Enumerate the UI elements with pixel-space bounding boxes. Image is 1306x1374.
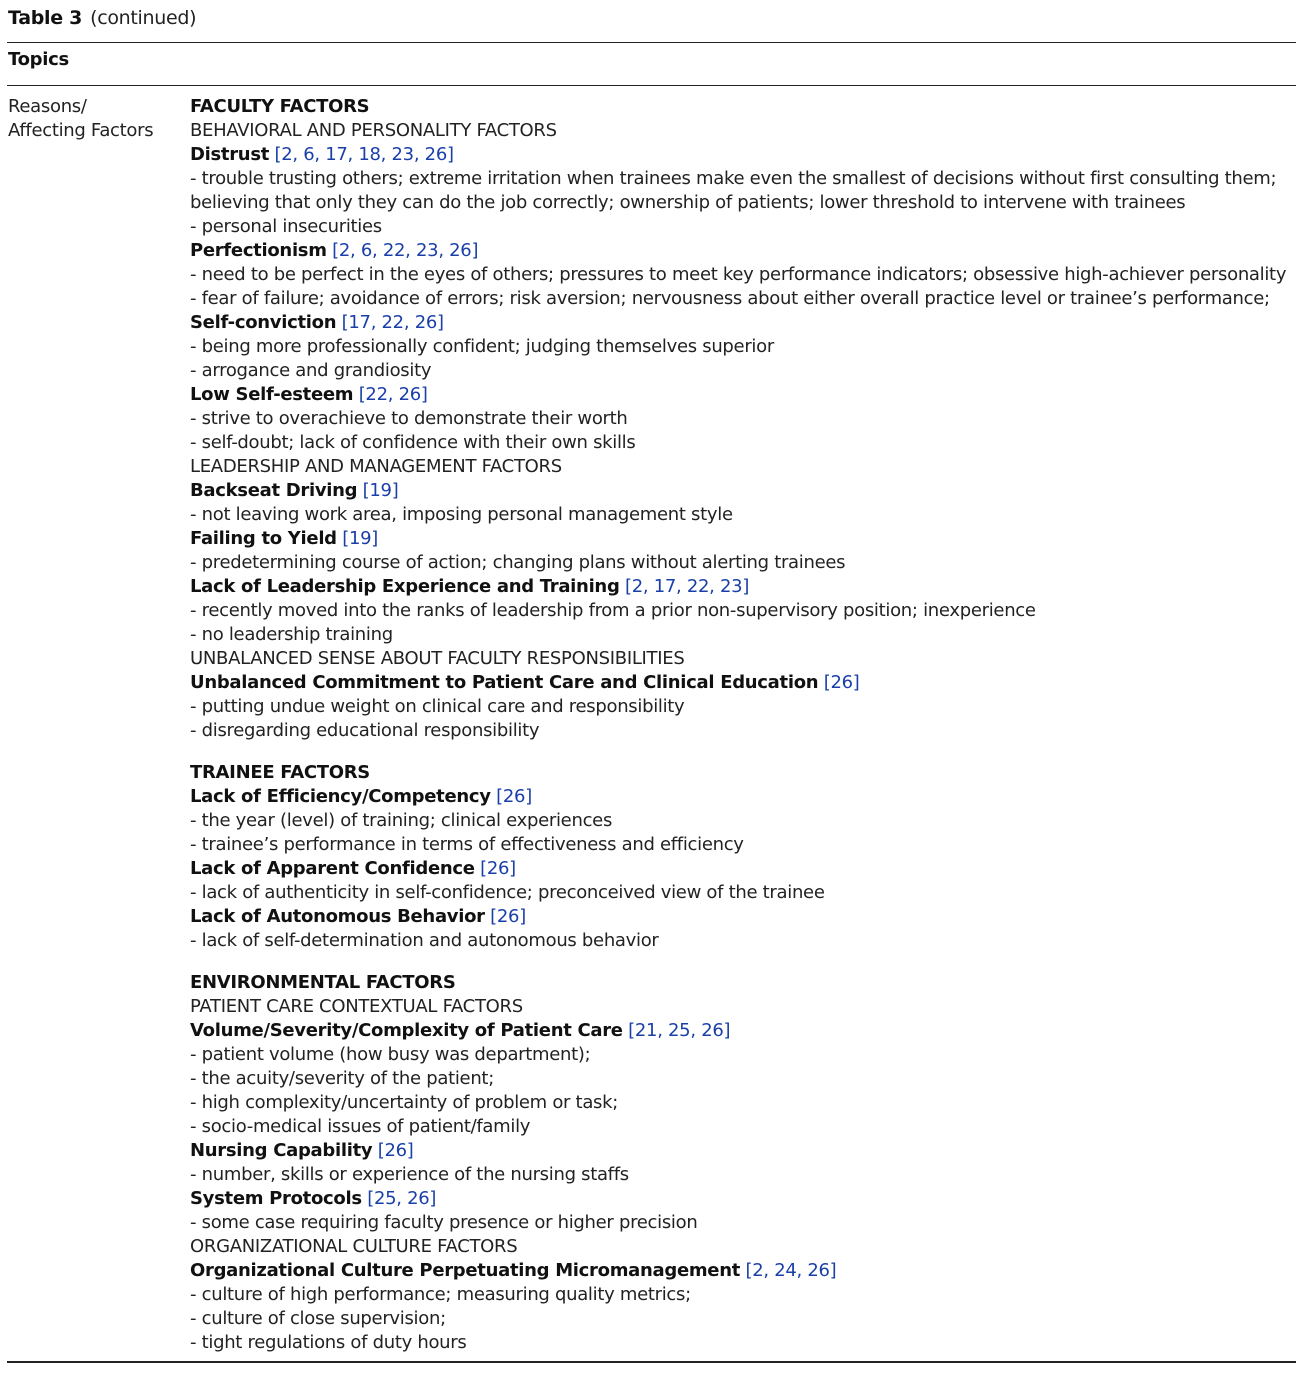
citation-group: [2, 24, 26] [745,1260,837,1281]
citation-ref[interactable]: 19 [369,480,392,501]
subheading: LEADERSHIP AND MANAGEMENT FACTORS [190,456,562,477]
citation-ref[interactable]: 25 [373,1188,397,1209]
citation-ref[interactable]: 6 [360,240,372,261]
citation-ref[interactable]: 26 [807,1260,830,1281]
citation-ref[interactable]: 23 [720,576,743,597]
citation-ref[interactable]: 23 [416,240,439,261]
citation-ref[interactable]: 17 [653,576,677,597]
citation-ref[interactable]: 25 [668,1020,691,1041]
factor-name: Perfectionism [190,240,327,261]
factor-line [190,1187,1298,1211]
section-heading: TRAINEE FACTORS [190,762,370,783]
citation-group: [22, 26] [358,384,428,405]
factor-line [190,785,1298,809]
row-label [8,95,153,143]
factor-name: System Protocols [190,1188,362,1209]
description-line: - culture of close supervision; [190,1308,446,1329]
citation-ref[interactable]: 2 [338,240,350,261]
factor-line [190,479,1298,503]
citation-ref[interactable]: 26 [398,384,421,405]
citation-ref[interactable]: 26 [384,1140,407,1161]
citation-ref[interactable]: 21 [634,1020,658,1041]
header-rule [7,85,1296,86]
description-line: - trouble trusting others; extreme irritation when trainees make even the smallest of decisions without first consulting them; [190,168,1277,189]
citation-ref[interactable]: 26 [496,906,520,927]
subheading: UNBALANCED SENSE ABOUT FACULTY RESPONSIBILITIES [190,648,685,669]
citation-ref[interactable]: 26 [830,672,853,693]
subheading: PATIENT CARE CONTEXTUAL FACTORS [190,996,523,1017]
citation-ref[interactable]: 22 [365,384,388,405]
factor-line [190,1019,1298,1043]
citation-ref[interactable]: 23 [391,144,414,165]
row-label-line: Affecting Factors [8,120,154,141]
description-line: - self-doubt; lack of confidence with their own skills [190,432,636,453]
description-line: - tight regulations of duty hours [190,1332,467,1353]
description-line: - number, skills or experience of the nursing staffs [190,1164,629,1185]
row-label-line: Reasons/ [8,96,87,117]
citation-group: [26] [823,672,860,693]
citation-ref[interactable]: 26 [424,144,447,165]
description-line: - being more professionally confident; judging themselves superior [190,336,774,357]
description-line: - arrogance and grandiosity [190,360,432,381]
subheading: BEHAVIORAL AND PERSONALITY FACTORS [190,120,557,141]
citation-ref[interactable]: 22 [686,576,710,597]
description-line: - no leadership training [190,624,393,645]
section-spacer [190,743,1298,761]
factor-line [190,383,1298,407]
top-rule [7,42,1296,43]
citation-ref[interactable]: 6 [303,144,315,165]
factor-name: Distrust [190,144,270,165]
factor-name: Failing to Yield [190,528,337,549]
factor-line [190,1139,1298,1163]
citation-ref[interactable]: 2 [631,576,643,597]
factor-line [190,905,1298,929]
citation-ref[interactable]: 26 [701,1020,724,1041]
table-caption-label: Table 3 [8,7,83,29]
citation-ref[interactable]: 22 [381,312,404,333]
description-line: - predetermining course of action; changing plans without alerting trainees [190,552,846,573]
citation-ref[interactable]: 17 [325,144,348,165]
citation-group: [19] [342,528,378,549]
description-line: - not leaving work area, imposing personal management style [190,504,733,525]
factor-name: Low Self-esteem [190,384,354,405]
factor-name: Lack of Apparent Confidence [190,858,475,879]
description-line: - the year (level) of training; clinical experiences [190,810,613,831]
factor-name: Volume/Severity/Complexity of Patient Care [190,1020,623,1041]
column-header-topics: Topics [8,49,69,70]
factor-line [190,671,1298,695]
factor-line [190,143,1298,167]
description-line: - personal insecurities [190,216,382,237]
citation-group: [25, 26] [367,1188,437,1209]
section-heading: ENVIRONMENTAL FACTORS [190,972,456,993]
factor-name: Self-conviction [190,312,337,333]
citation-group: [26] [490,906,526,927]
citation-ref[interactable]: 26 [407,1188,430,1209]
citation-group: [21, 25, 26] [628,1020,731,1041]
description-line: - culture of high performance; measuring quality metrics; [190,1284,691,1305]
citation-group: [17, 22, 26] [341,312,444,333]
description-line: - strive to overachieve to demonstrate their worth [190,408,628,429]
description-line: - disregarding educational responsibility [190,720,540,741]
factor-line [190,575,1298,599]
citation-ref[interactable]: 2 [281,144,293,165]
citation-group: [19] [362,480,399,501]
description-line: - the acuity/severity of the patient; [190,1068,494,1089]
description-line: - recently moved into the ranks of leadership from a prior non-supervisory position; inexperience [190,600,1036,621]
citation-ref[interactable]: 19 [348,528,372,549]
citation-ref[interactable]: 26 [486,858,510,879]
factor-line [190,311,1298,335]
description-line: - lack of authenticity in self-confidence; preconceived view of the trainee [190,882,825,903]
description-line: - some case requiring faculty presence or higher precision [190,1212,698,1233]
table-caption-continued: (continued) [90,7,197,29]
section-spacer [190,953,1298,971]
description-line: - need to be perfect in the eyes of others; pressures to meet key performance indicators; obsessive high-achiever personality [190,264,1287,285]
citation-group: [2, 17, 22, 23] [624,576,750,597]
citation-group: [26] [377,1140,414,1161]
description-line: - trainee’s performance in terms of effectiveness and efficiency [190,834,744,855]
citation-group: [2, 6, 22, 23, 26] [332,240,479,261]
factor-line [190,1259,1298,1283]
bottom-rule [7,1361,1296,1363]
subheading: ORGANIZATIONAL CULTURE FACTORS [190,1236,518,1257]
citation-group: [26] [480,858,516,879]
table-caption [8,5,196,31]
section-heading: FACULTY FACTORS [190,96,370,117]
factor-name: Lack of Efficiency/Competency [190,786,491,807]
description-line: - socio-medical issues of patient/family [190,1116,531,1137]
description-line: - lack of self-determination and autonomous behavior [190,930,659,951]
factor-name: Lack of Autonomous Behavior [190,906,485,927]
citation-ref[interactable]: 26 [414,312,437,333]
factor-line [190,239,1298,263]
description-line: - high complexity/uncertainty of problem or task; [190,1092,619,1113]
factor-name: Backseat Driving [190,480,358,501]
citation-ref[interactable]: 2 [752,1260,764,1281]
factor-line [190,857,1298,881]
citation-ref[interactable]: 24 [774,1260,797,1281]
citation-ref[interactable]: 26 [449,240,472,261]
factor-line [190,527,1298,551]
citation-ref[interactable]: 26 [502,786,526,807]
citation-group: [2, 6, 17, 18, 23, 26] [274,144,454,165]
description-line: - patient volume (how busy was department); [190,1044,591,1065]
citation-group: [26] [496,786,532,807]
description-line: - fear of failure; avoidance of errors; risk aversion; nervousness about either overall practice level or trainee’s performance; [190,288,1270,309]
citation-ref[interactable]: 17 [348,312,371,333]
factor-name: Lack of Leadership Experience and Training [190,576,620,597]
description-line: - putting undue weight on clinical care and responsibility [190,696,685,717]
factor-name: Unbalanced Commitment to Patient Care and Clinical Education [190,672,819,693]
table-content [190,95,1298,1355]
factor-name: Nursing Capability [190,1140,373,1161]
factor-name: Organizational Culture Perpetuating Micromanagement [190,1260,741,1281]
citation-ref[interactable]: 22 [382,240,406,261]
citation-ref[interactable]: 18 [358,144,381,165]
description-line: believing that only they can do the job correctly; ownership of patients; lower threshold to intervene with trainees [190,192,1186,213]
